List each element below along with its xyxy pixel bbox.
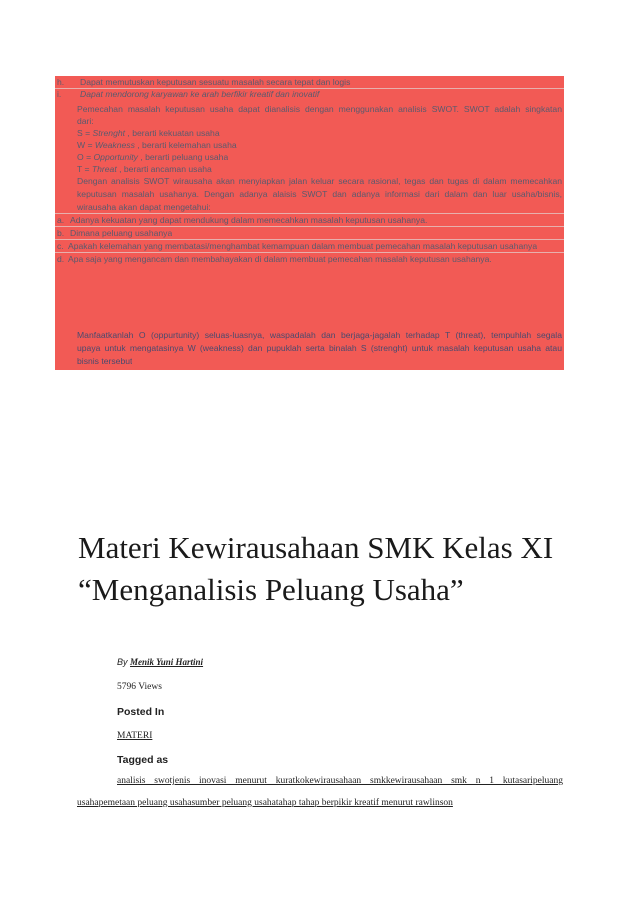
list-item-h: Dapat memutuskan keputusan sesuatu masalah secara tepat dan logis — [80, 77, 351, 87]
analysis-line-3: wirausaha akan dapat mengetahui: — [77, 202, 211, 212]
list-label-h: h. — [57, 77, 65, 87]
row-divider — [55, 239, 564, 240]
swot-s: S = Strenght , berarti kekuatan usaha — [77, 128, 220, 138]
closing-line-3: bisnis tersebut — [77, 356, 133, 366]
list-label-d: d. — [57, 254, 65, 264]
tags-line-2[interactable]: usahapemetaan peluang usahasumber peluang usahatahap tahap berpikir kreatif menurut rawlinson — [77, 798, 453, 808]
list-label-b: b. — [57, 228, 65, 238]
swot-intro: Pemecahan masalah keputusan usaha dapat dianalisis dengan menggunakan analisis SWOT. SWOT adalah singkatan — [77, 104, 562, 114]
posted-in-label: Posted In — [117, 706, 165, 718]
question-a: Adanya kekuatan yang dapat mendukung dalam memecahkan masalah keputusan usahanya. — [70, 215, 428, 225]
byline: By Menik Yuni Hartini — [117, 657, 204, 667]
closing-line-1: Manfaatkanlah O (oppurtunity) seluas-luasnya, waspadalah dan berjaga-jagalah terhadap T (threat), tempuhlah segala — [77, 330, 562, 340]
question-d: Apa saja yang mengancam dan membahayakan di dalam membuat pemecahan masalah keputusan usahanya. — [68, 254, 492, 264]
swot-intro-cont: dari: — [77, 116, 94, 126]
list-item-i: Dapat mendorong karyawan ke arah berfikir kreatif dan inovatif — [80, 89, 320, 99]
question-c: Apakah kelemahan yang membatasi/menghambat kemampuan dalam membuat pemecahan masalah keputusan usahanya — [68, 241, 538, 251]
swot-o: O = Opportunity , berarti peluang usaha — [77, 152, 229, 162]
view-count: 5796 Views — [117, 682, 162, 692]
list-label-i: i. — [57, 89, 62, 99]
category-link[interactable]: MATERI — [117, 731, 153, 741]
list-label-a: a. — [57, 215, 65, 225]
analysis-line-1: Dengan analisis SWOT wirausaha akan menyiapkan jalan keluar secara rasional, tegas dan tugas di dalam memecahkan — [77, 176, 562, 186]
row-divider — [55, 213, 564, 214]
row-divider — [55, 252, 564, 253]
analysis-line-2: keputusan masalah usahanya. Dengan adanya alaisis SWOT dan adanya informasi dari dalam dan luar usaha/bisnis, — [77, 189, 562, 199]
author-link[interactable]: Menik Yuni Hartini — [130, 657, 204, 667]
question-b: Dimana peluang usahanya — [70, 228, 173, 238]
tags-line-1[interactable]: analisis swotjenis inovasi menurut kuratkokewirausahaan smkkewirausahaan smk n 1 kutasaripeluang — [117, 776, 563, 786]
swot-t: T = Threat , berarti ancaman usaha — [77, 164, 212, 174]
swot-w: W = Weakness , berarti kelemahan usaha — [77, 140, 237, 150]
row-divider — [55, 226, 564, 227]
article-title: Materi Kewirausahaan SMK Kelas XI “Menganalisis Peluang Usaha” — [78, 530, 554, 607]
closing-line-2: upaya untuk mengatasinya W (weakness) dan pupuklah serta binalah S (strenght) untuk masalah keputusan usaha atau — [77, 343, 562, 353]
list-label-c: c. — [57, 241, 64, 251]
tagged-as-label: Tagged as — [117, 754, 169, 766]
